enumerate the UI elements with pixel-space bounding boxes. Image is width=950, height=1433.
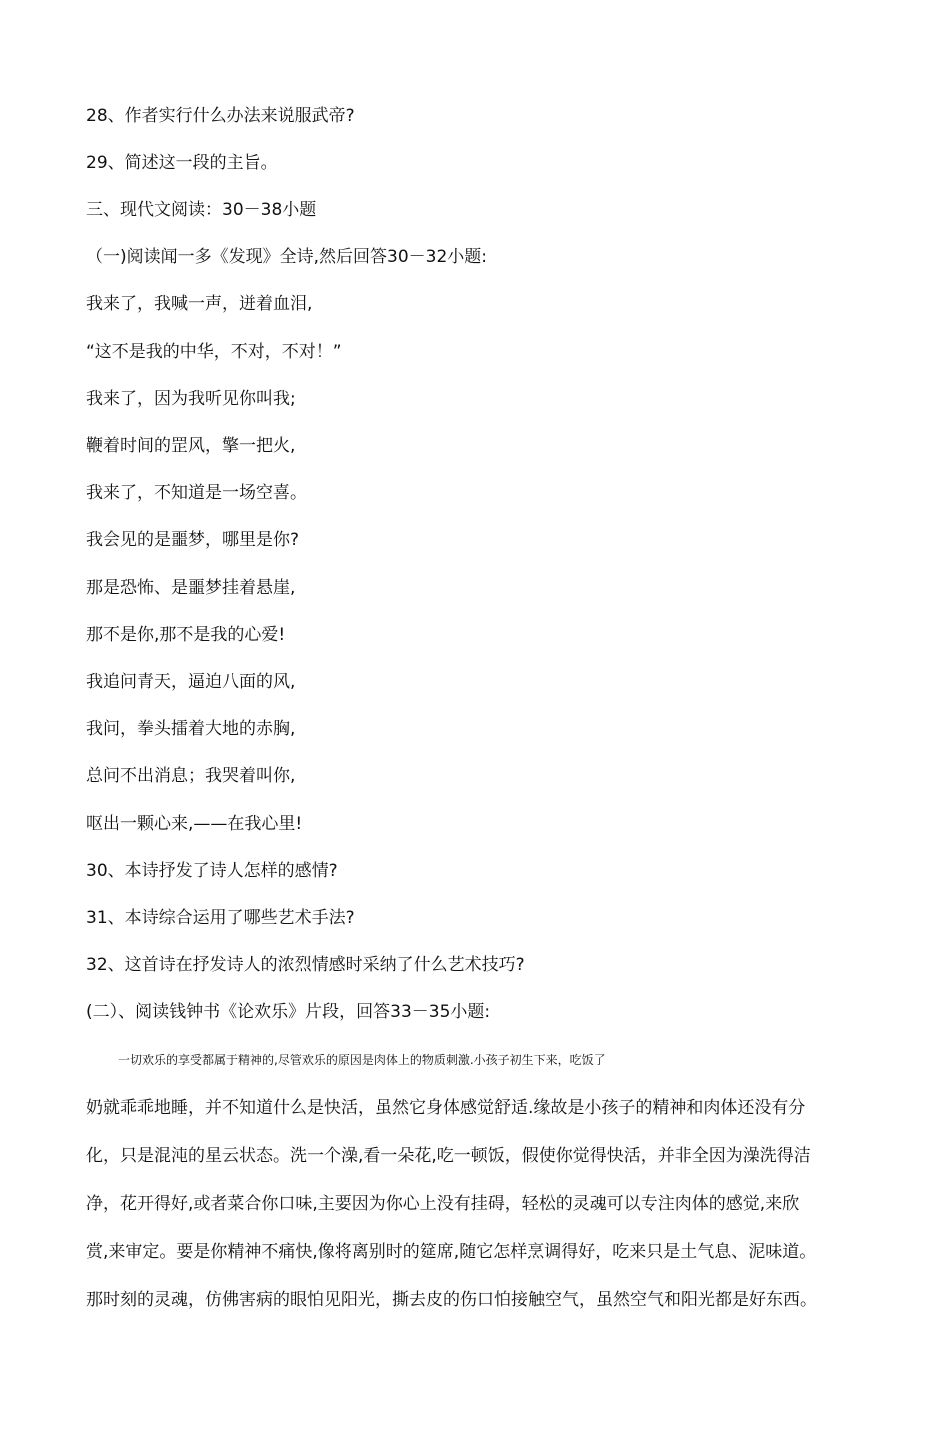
question-32: 32、这首诗在抒发诗人的浓烈情感时采纳了什么艺术技巧? [86, 955, 525, 975]
poem-line: 那是恐怖、是噩梦挂着悬崖, [86, 578, 296, 598]
poem-line: 我追问青天，逼迫八面的风, [86, 672, 296, 692]
section-heading: 三、现代文阅读：30－38小题 [86, 200, 317, 220]
question-30: 30、本诗抒发了诗人怎样的感情? [86, 861, 338, 881]
paragraph-line: 奶就乖乖地睡，并不知道什么是快活，虽然它身体感觉舒适.缘故是小孩子的精神和肉体还没有分 [86, 1098, 806, 1118]
question-28: 28、作者实行什么办法来说服武帝? [86, 106, 355, 126]
paragraph-line: 化，只是混沌的星云状态。洗一个澡,看一朵花,吃一顿饭，假使你觉得快活，并非全因为澡洗得洁 [86, 1146, 811, 1166]
paragraph-line: 一切欢乐的享受都属于精神的,尽管欢乐的原因是肉体上的物质刺激.小孩子初生下来，吃饭了 [118, 1053, 606, 1067]
subsection-heading-2: (二）、阅读钱钟书《论欢乐》片段，回答33－35小题: [86, 1002, 491, 1022]
poem-line: 我来了，因为我听见你叫我; [86, 389, 296, 409]
poem-line: 我问，拳头擂着大地的赤胸, [86, 719, 296, 739]
poem-line: 我来了，不知道是一场空喜。 [86, 483, 307, 503]
poem-line: 我来了，我喊一声，迸着血泪, [86, 294, 313, 314]
question-29: 29、简述这一段的主旨。 [86, 153, 278, 173]
poem-line: 鞭着时间的罡风，擎一把火, [86, 436, 296, 456]
poem-line: “这不是我的中华，不对，不对！” [86, 342, 342, 362]
paragraph-line: 赏,来审定。要是你精神不痛快,像将离别时的筵席,随它怎样烹调得好，吃来只是土气息、泥味道。 [86, 1242, 817, 1262]
subsection-heading-1: （一)阅读闻一多《发现》全诗,然后回答30－32小题: [86, 247, 488, 267]
paragraph-line: 净，花开得好,或者菜合你口味,主要因为你心上没有挂碍，轻松的灵魂可以专注肉体的感觉,来欣 [86, 1194, 800, 1214]
question-31: 31、本诗综合运用了哪些艺术手法? [86, 908, 355, 928]
poem-line: 那不是你,那不是我的心爱! [86, 625, 286, 645]
paragraph-line: 那时刻的灵魂，仿佛害病的眼怕见阳光，撕去皮的伤口怕接触空气，虽然空气和阳光都是好东西。 [86, 1290, 817, 1310]
poem-line: 总问不出消息；我哭着叫你, [86, 766, 296, 786]
essay-paragraph [86, 1036, 876, 1324]
poem-line: 我会见的是噩梦，哪里是你? [86, 530, 300, 550]
poem-line: 呕出一颗心来,——在我心里! [86, 814, 303, 834]
